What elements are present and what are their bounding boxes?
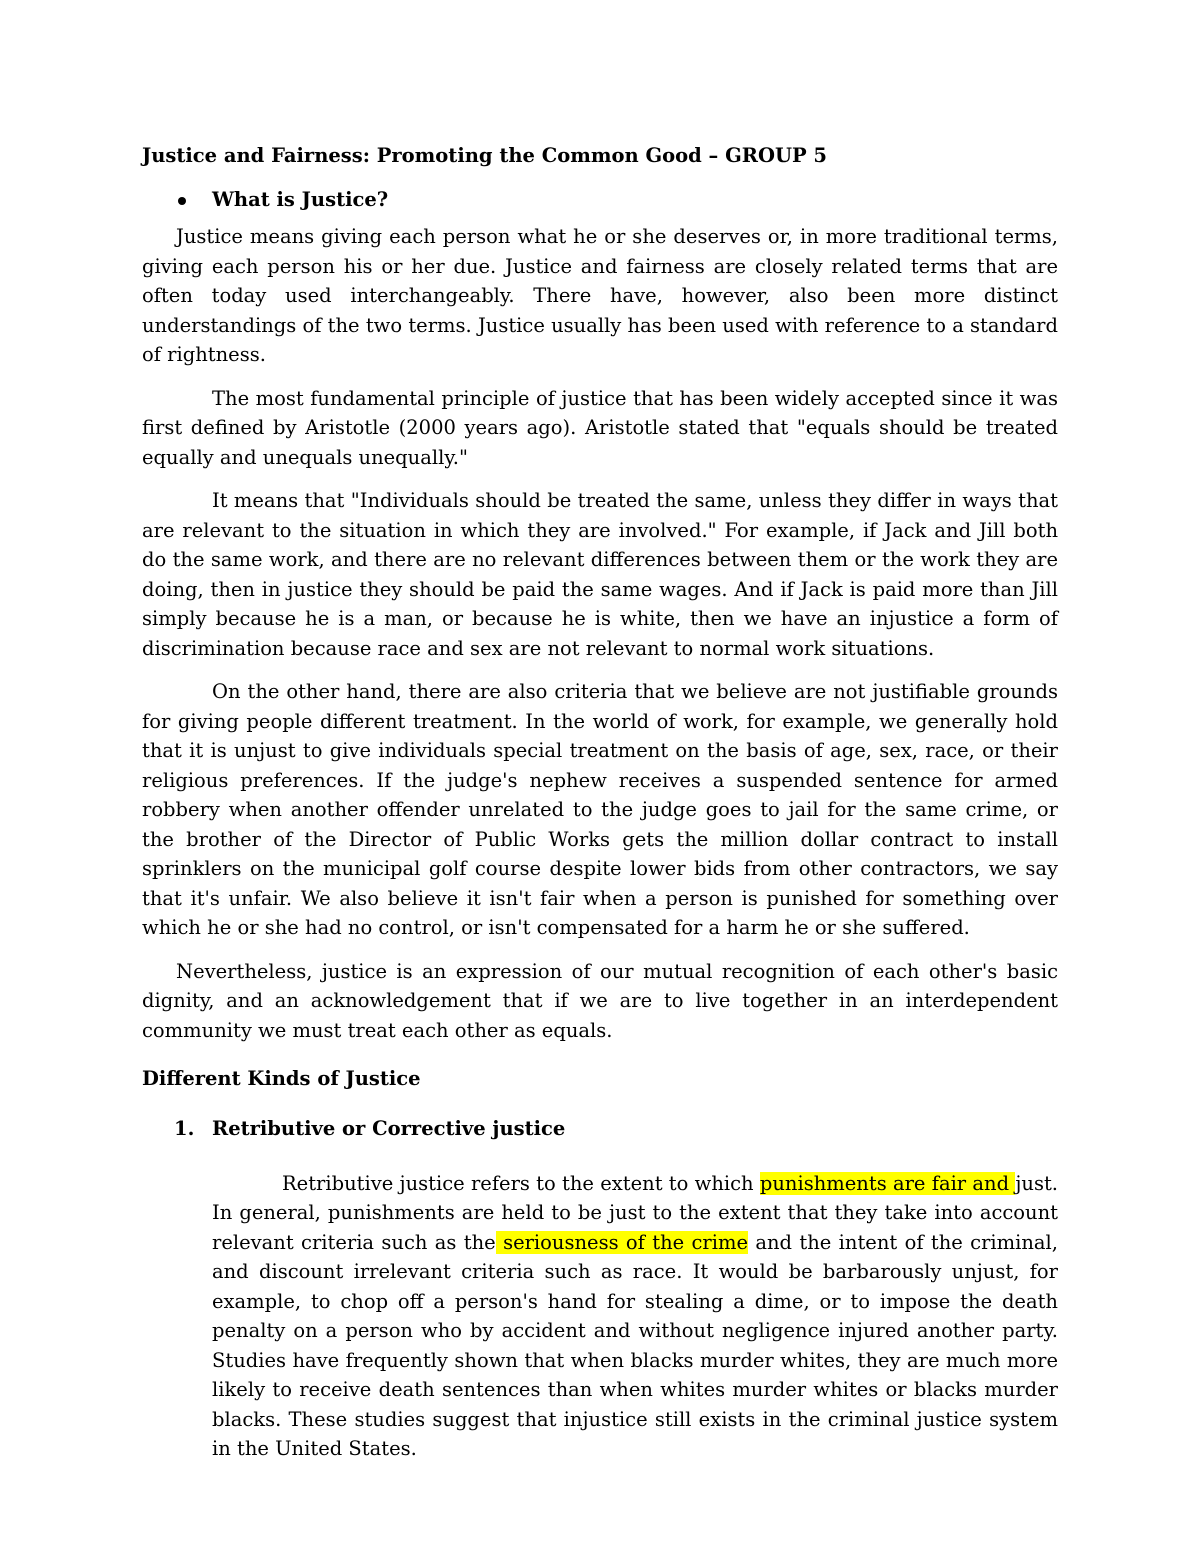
paragraph-aristotle: The most fundamental principle of justice that has been widely accepted since it was first defined by Aristotle (2000 years ago). Aristotle stated that "equals should be treated equally and unequals unequally." (142, 386, 1058, 469)
numbered-list-item (142, 1109, 1058, 1149)
retributive-text-2: just. In general, punishments are held to be just to the extent that they take into account relevant criteria such as the (212, 1171, 1058, 1254)
document-title: Justice and Fairness: Promoting the Common Good – GROUP 5 (142, 144, 827, 167)
section-heading: Different Kinds of Justice (142, 1067, 421, 1090)
list-number: 1. (174, 1117, 195, 1140)
highlight-punishments: punishments are fair and (759, 1171, 1016, 1195)
paragraph-example: It means that "Individuals should be treated the same, unless they differ in ways that are relevant to the situation in which they are involved." For example, if Jack and Jill both do the same work, and there are no relevant differences between them or the work they are doing, then in justice they should be paid the same wages. And if Jack is paid more than Jill simply because he is a man, or because he is white, then we have an injustice a form of discrimination because race and sex are not relevant to normal work situations. (142, 489, 1058, 660)
paragraph-definition: Justice means giving each person what he or she deserves or, in more traditional terms, giving each person his or her due. Justice and fairness are closely related terms that are often today used interchangeably. There have, however, also been more distinct understandings of the two terms. Justice usually has been used with reference to a standard of rightness. (142, 225, 1058, 366)
document-body (142, 136, 1058, 1483)
bullet-item (142, 180, 1058, 222)
paragraph-conclusion: Nevertheless, justice is an expression of our mutual recognition of each other's basic dignity, and an acknowledgement that if we are to live together in an interdependent community we must treat each other as equals. (142, 959, 1058, 1042)
bullet-icon (178, 197, 186, 205)
paragraph-criteria: On the other hand, there are also criteria that we believe are not justifiable grounds for giving people different treatment. In the world of work, for example, we generally hold that it is unjust to give individuals special treatment on the basis of age, sex, race, or their religious preferences. If the judge's nephew receives a suspended sentence for armed robbery when another offender unrelated to the judge goes to jail for the same crime, or the brother of the Director of Public Works gets the million dollar contract to install sprinklers on the municipal golf course despite lower bids from other contractors, we say that it's unfair. We also believe it isn't fair when a person is punished for something over which he or she had no control, or isn't compensated for a harm he or she suffered. (142, 680, 1058, 939)
retributive-text-1: Retributive justice refers to the extent to which (282, 1171, 760, 1195)
retributive-text-3: and the intent of the criminal, and discount irrelevant criteria such as race. It would be barbarously unjust, for example, to chop off a person's hand for stealing a dime, or to impose the death penalty on a person who by accident and without negligence injured another party. Studies have frequently shown that when blacks murder whites, they are much more likely to receive death sentences than when whites murder whites or blacks murder blacks. These studies suggest that injustice still exists in the criminal justice system in the United States. (212, 1230, 1058, 1460)
paragraph-retributive (212, 1169, 1058, 1464)
bullet-heading: What is Justice? (212, 188, 389, 211)
highlight-seriousness: seriousness of the crime (495, 1230, 749, 1254)
list-item-heading: Retributive or Corrective justice (212, 1117, 566, 1140)
